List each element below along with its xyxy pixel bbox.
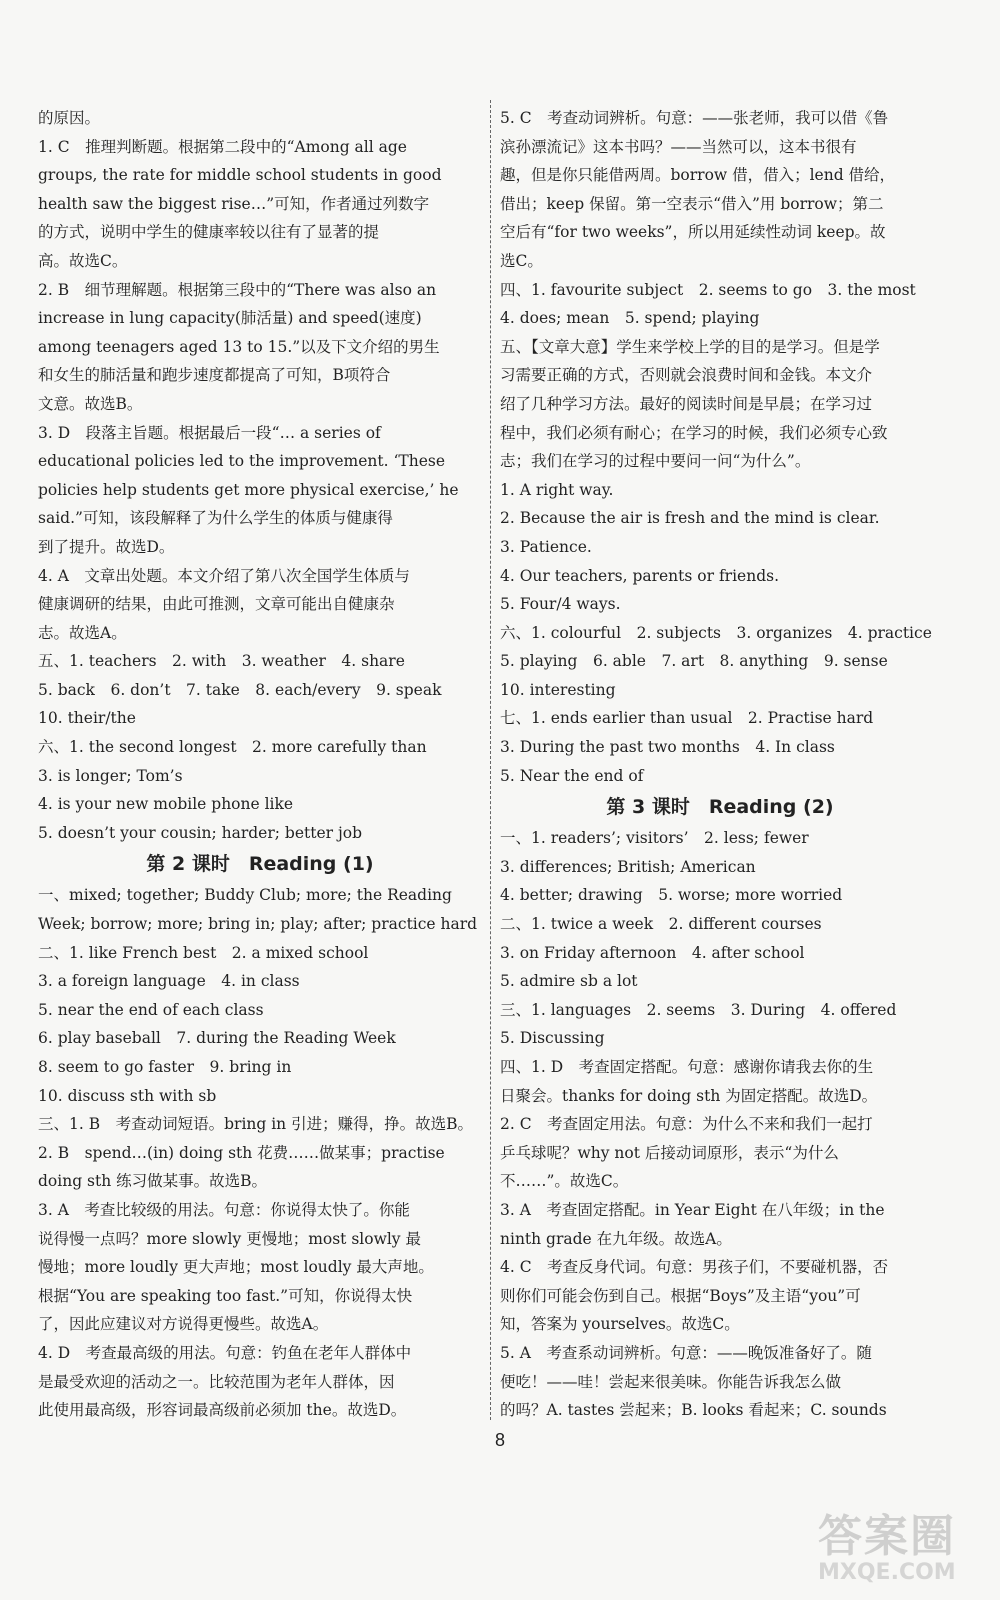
text-line: 5. doesn’t your cousin; harder; better job — [38, 823, 363, 842]
text-line: 三、1. languages 2. seems 3. During 4. offered — [500, 1000, 897, 1019]
text-line: 说得慢一点吗？more slowly 更慢地；most slowly 最 — [38, 1229, 421, 1248]
text-line: 日聚会。thanks for doing sth 为固定搭配。故选D。 — [500, 1086, 878, 1105]
text-line: 4. is your new mobile phone like — [38, 795, 294, 814]
text-line: 3. on Friday afternoon 4. after school — [500, 943, 805, 962]
text-line: 2. B spend…(in) doing sth 花费……做某事；practise — [38, 1143, 445, 1162]
text-line: 2. C 考查固定用法。句意：为什么不来和我们一起打 — [500, 1115, 873, 1134]
lesson2-lines — [38, 881, 482, 1424]
watermark-url: MXQE.COM — [818, 1560, 956, 1585]
text-line: Week; borrow; more; bring in; play; after; practice hard — [38, 915, 478, 934]
text-line: 乒乓球呢？why not 后接动词原形，表示“为什么 — [500, 1143, 839, 1162]
text-line: 4. Our teachers, parents or friends. — [500, 566, 780, 585]
text-line: 了，因此应建议对方说得更慢些。故选A。 — [38, 1315, 329, 1334]
text-line: 8. seem to go faster 9. bring in — [38, 1058, 292, 1076]
text-line: 和女生的肺活量和跑步速度都提高了可知，B项符合 — [38, 366, 391, 385]
text-line: 志；我们在学习的过程中要问一问“为什么”。 — [500, 452, 811, 471]
text-line: 3. Patience. — [500, 537, 592, 556]
text-line: 趣，但是你只能借两周。borrow 借，借入；lend 借给， — [500, 166, 896, 185]
text-line: 是最受欢迎的活动之一。比较范围为老年人群体，因 — [38, 1372, 395, 1391]
text-line: 4. C 考查反身代词。句意：男孩子们，不要碰机器，否 — [500, 1258, 889, 1277]
text-line: 3. D 段落主旨题。根据最后一段“… a series of — [38, 423, 381, 442]
lesson2-title: 第 2 课时 Reading (1) — [146, 853, 374, 876]
text-line: 高。故选C。 — [38, 251, 128, 270]
text-line: 二、1. like French best 2. a mixed school — [38, 943, 369, 962]
text-line: 5. A 考查系动词辨析。句意：——晚饭准备好了。随 — [500, 1343, 872, 1362]
text-line: 一、mixed; together; Buddy Club; more; the Reading — [38, 886, 452, 905]
text-line: 习需要正确的方式，否则就会浪费时间和金钱。本文介 — [500, 366, 873, 385]
text-line: 绍了几种学习方法。最好的阅读时间是早晨；在学习过 — [500, 394, 873, 413]
text-line: 1. C 推理判断题。根据第二段中的“Among all age — [38, 137, 407, 156]
text-line: 5. C 考查动词辨析。句意：——张老师，我可以借《鲁 — [500, 109, 889, 127]
text-line: 4. A 文章出处题。本文介绍了第八次全国学生体质与 — [38, 566, 410, 585]
text-line: groups, the rate for middle school students in good — [38, 166, 442, 185]
text-line: 五、【文章大意】学生来学校上学的目的是学习。但是学 — [500, 337, 880, 356]
text-line: ninth grade 在九年级。故选A。 — [500, 1229, 732, 1248]
left-answer-lines — [38, 104, 482, 847]
text-line: 10. discuss sth with sb — [38, 1086, 217, 1105]
text-line: 的方式，说明中学生的健康率较以往有了显著的提 — [38, 223, 380, 242]
text-line: 5. admire sb a lot — [500, 972, 638, 991]
column-divider — [490, 100, 491, 1420]
text-line: 3. A 考查固定搭配。in Year Eight 在八年级；in the — [500, 1200, 885, 1219]
text-line: 3. differences; British; American — [500, 857, 756, 876]
text-line: 空后有“for two weeks”，所以用延续性动词 keep。故 — [500, 223, 886, 242]
text-line: said.”可知，该段解释了为什么学生的体质与健康得 — [38, 509, 393, 528]
text-line: 4. D 考查最高级的用法。句意：钓鱼在老年人群体中 — [38, 1343, 412, 1362]
text-line: 4. better; drawing 5. worse; more worried — [500, 886, 843, 905]
text-line: 便吃！——哇！尝起来很美味。你能告诉我怎么做 — [500, 1372, 842, 1391]
text-line: increase in lung capacity(肺活量) and speed(速度) — [38, 309, 422, 328]
text-line: educational policies led to the improvement. ‘These — [38, 452, 445, 471]
text-line: 文意。故选B。 — [38, 394, 143, 413]
text-line: 6. play baseball 7. during the Reading Week — [38, 1029, 396, 1048]
text-line: 六、1. the second longest 2. more carefully than — [38, 738, 427, 757]
text-line: doing sth 练习做某事。故选B。 — [38, 1172, 268, 1191]
text-line: 3. a foreign language 4. in class — [38, 972, 300, 991]
text-line: 四、1. D 考查固定搭配。句意：感谢你请我去你的生 — [500, 1058, 874, 1076]
text-line: 3. is longer; Tom’s — [38, 766, 183, 785]
watermark-logo — [818, 1500, 978, 1590]
text-line: 此使用最高级，形容词最高级前必须加 the。故选D。 — [38, 1401, 407, 1420]
text-line: 5. Four/4 ways. — [500, 595, 621, 614]
text-line: 一、1. readers’; visitors’ 2. less; fewer — [500, 829, 809, 848]
text-line: 4. does; mean 5. spend; playing — [500, 309, 760, 328]
text-line: health saw the biggest rise…”可知，作者通过列数字 — [38, 194, 430, 213]
right-answer-lines — [500, 104, 940, 790]
text-line: 则你们可能会伤到自己。根据“Boys”及主语“you”可 — [500, 1286, 861, 1305]
text-line: 二、1. twice a week 2. different courses — [500, 915, 822, 934]
text-line: 5. back 6. don’t 7. take 8. each/every 9. speak — [38, 680, 442, 699]
page-number: 8 — [494, 1430, 505, 1450]
text-line: 六、1. colourful 2. subjects 3. organizes 4. practice — [500, 623, 932, 642]
text-line: 五、1. teachers 2. with 3. weather 4. share — [38, 652, 405, 671]
text-line: 10. interesting — [500, 680, 616, 699]
lesson3-title: 第 3 课时 Reading (2) — [606, 796, 834, 819]
text-line: 知，答案为 yourselves。故选C。 — [500, 1315, 740, 1334]
text-line: 2. Because the air is fresh and the mind is clear. — [500, 509, 880, 528]
text-line: 根据“You are speaking too fast.”可知，你说得太快 — [38, 1286, 413, 1305]
text-line: 3. During the past two months 4. In class — [500, 738, 835, 757]
text-line: 不……”。故选C。 — [500, 1172, 629, 1191]
text-line: 健康调研的结果，由此可推测，文章可能出自健康杂 — [38, 595, 395, 614]
text-line: 到了提升。故选D。 — [38, 537, 175, 556]
text-line: 三、1. B 考查动词短语。bring in 引进；赚得，挣。故选B。 — [38, 1115, 473, 1134]
text-line: 5. playing 6. able 7. art 8. anything 9. sense — [500, 652, 888, 671]
text-line: 志。故选A。 — [38, 623, 127, 642]
text-line: policies help students get more physical exercise,’ he — [38, 480, 459, 499]
text-line: 3. A 考查比较级的用法。句意：你说得太快了。你能 — [38, 1200, 410, 1219]
text-line: 1. A right way. — [500, 480, 614, 499]
text-line: 借出；keep 保留。第一空表示“借入”用 borrow；第二 — [500, 194, 884, 213]
text-line: 滨孙漂流记》这本书吗？——当然可以，这本书很有 — [500, 137, 857, 156]
text-line: 的原因。 — [38, 109, 101, 127]
text-line: 5. Near the end of — [500, 766, 644, 785]
text-line: 慢地；more loudly 更大声地；most loudly 最大声地。 — [38, 1258, 434, 1277]
text-line: 七、1. ends earlier than usual 2. Practise hard — [500, 709, 874, 728]
text-line: 的吗？A. tastes 尝起来；B. looks 看起来；C. sounds — [500, 1401, 887, 1420]
text-line: 10. their/the — [38, 709, 136, 728]
text-line: among teenagers aged 13 to 15.”以及下文介绍的男生 — [38, 337, 440, 356]
text-line: 选C。 — [500, 251, 543, 270]
text-line: 四、1. favourite subject 2. seems to go 3. the most — [500, 280, 916, 299]
text-line: 5. Discussing — [500, 1029, 605, 1048]
left-column — [38, 104, 482, 1425]
text-line: 5. near the end of each class — [38, 1000, 264, 1019]
text-line: 程中，我们必须有耐心；在学习的时候，我们必须专心致 — [500, 423, 888, 442]
text-line: 2. B 细节理解题。根据第三段中的“There was also an — [38, 280, 437, 299]
watermark-logo-text: 答案圈 — [818, 1511, 956, 1562]
lesson3-lines — [500, 824, 940, 1424]
right-column — [500, 104, 940, 1425]
